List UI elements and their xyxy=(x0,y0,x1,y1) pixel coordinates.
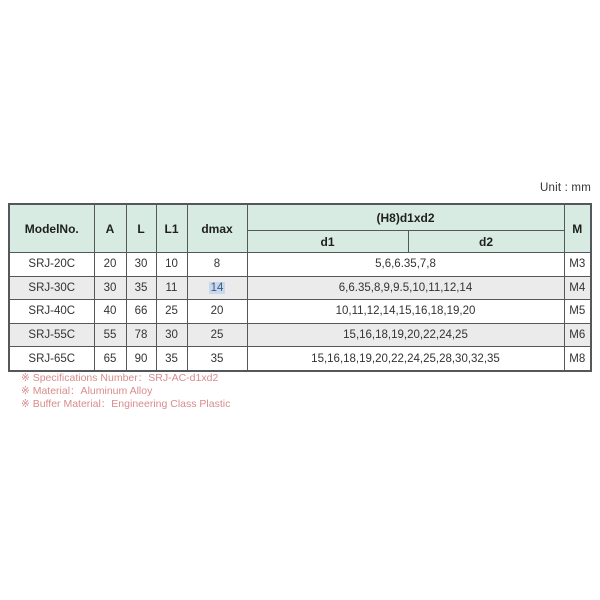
table-row xyxy=(9,253,591,277)
d1xd2-cell: 15,16,18,19,20,22,24,25 xyxy=(247,323,564,347)
l-cell: 90 xyxy=(126,347,156,371)
model-cell: SRJ-65C xyxy=(9,347,94,371)
l-cell: 78 xyxy=(126,323,156,347)
footnotes xyxy=(21,372,230,410)
col-header-m: M xyxy=(564,204,591,253)
model-cell: SRJ-40C xyxy=(9,300,94,324)
col-header-dmax: dmax xyxy=(187,204,247,253)
note-material: ※ Material：Aluminum Alloy xyxy=(21,384,153,397)
a-cell: 40 xyxy=(94,300,126,324)
model-cell: SRJ-20C xyxy=(9,253,94,277)
m-cell: M5 xyxy=(564,300,591,324)
l-cell: 35 xyxy=(126,276,156,300)
spec-table xyxy=(8,203,592,372)
l1-cell: 35 xyxy=(156,347,187,371)
a-cell: 55 xyxy=(94,323,126,347)
d1xd2-cell: 6,6.35,8,9,9.5,10,11,12,14 xyxy=(247,276,564,300)
table-row xyxy=(9,276,591,300)
l-cell: 30 xyxy=(126,253,156,277)
l1-cell: 11 xyxy=(156,276,187,300)
header-row-top xyxy=(9,204,591,231)
col-header-d-group: (H8)d1xd2 xyxy=(247,204,564,231)
unit-label: Unit : mm xyxy=(540,182,591,194)
col-header-d1: d1 xyxy=(247,231,408,253)
d1xd2-cell: 5,6,6.35,7,8 xyxy=(247,253,564,277)
dmax-cell xyxy=(187,276,247,300)
dmax-cell: 20 xyxy=(187,300,247,324)
d1xd2-cell: 15,16,18,19,20,22,24,25,28,30,32,35 xyxy=(247,347,564,371)
l1-cell: 10 xyxy=(156,253,187,277)
table-row xyxy=(9,300,591,324)
m-cell: M3 xyxy=(564,253,591,277)
model-cell: SRJ-30C xyxy=(9,276,94,300)
d1xd2-cell: 10,11,12,14,15,16,18,19,20 xyxy=(247,300,564,324)
col-header-a: A xyxy=(94,204,126,253)
dmax-cell: 25 xyxy=(187,323,247,347)
dmax-cell: 35 xyxy=(187,347,247,371)
note-specifications-number: ※ Specifications Number：SRJ-AC-d1xd2 xyxy=(21,372,219,384)
l-cell: 66 xyxy=(126,300,156,324)
l1-cell: 25 xyxy=(156,300,187,324)
dmax-cell: 8 xyxy=(187,253,247,277)
l1-cell: 30 xyxy=(156,323,187,347)
model-cell: SRJ-55C xyxy=(9,323,94,347)
col-header-modelno: ModelNo. xyxy=(9,204,94,253)
m-cell: M8 xyxy=(564,347,591,371)
col-header-d2: d2 xyxy=(408,231,564,253)
a-cell: 30 xyxy=(94,276,126,300)
note-buffer-material: ※ Buffer Material：Engineering Class Plastic xyxy=(21,397,231,410)
col-header-l1: L1 xyxy=(156,204,187,253)
a-cell: 65 xyxy=(94,347,126,371)
m-cell: M6 xyxy=(564,323,591,347)
selected-dmax-value: 14 xyxy=(210,281,224,294)
table-row xyxy=(9,347,591,371)
table-row xyxy=(9,323,591,347)
m-cell: M4 xyxy=(564,276,591,300)
a-cell: 20 xyxy=(94,253,126,277)
col-header-l: L xyxy=(126,204,156,253)
